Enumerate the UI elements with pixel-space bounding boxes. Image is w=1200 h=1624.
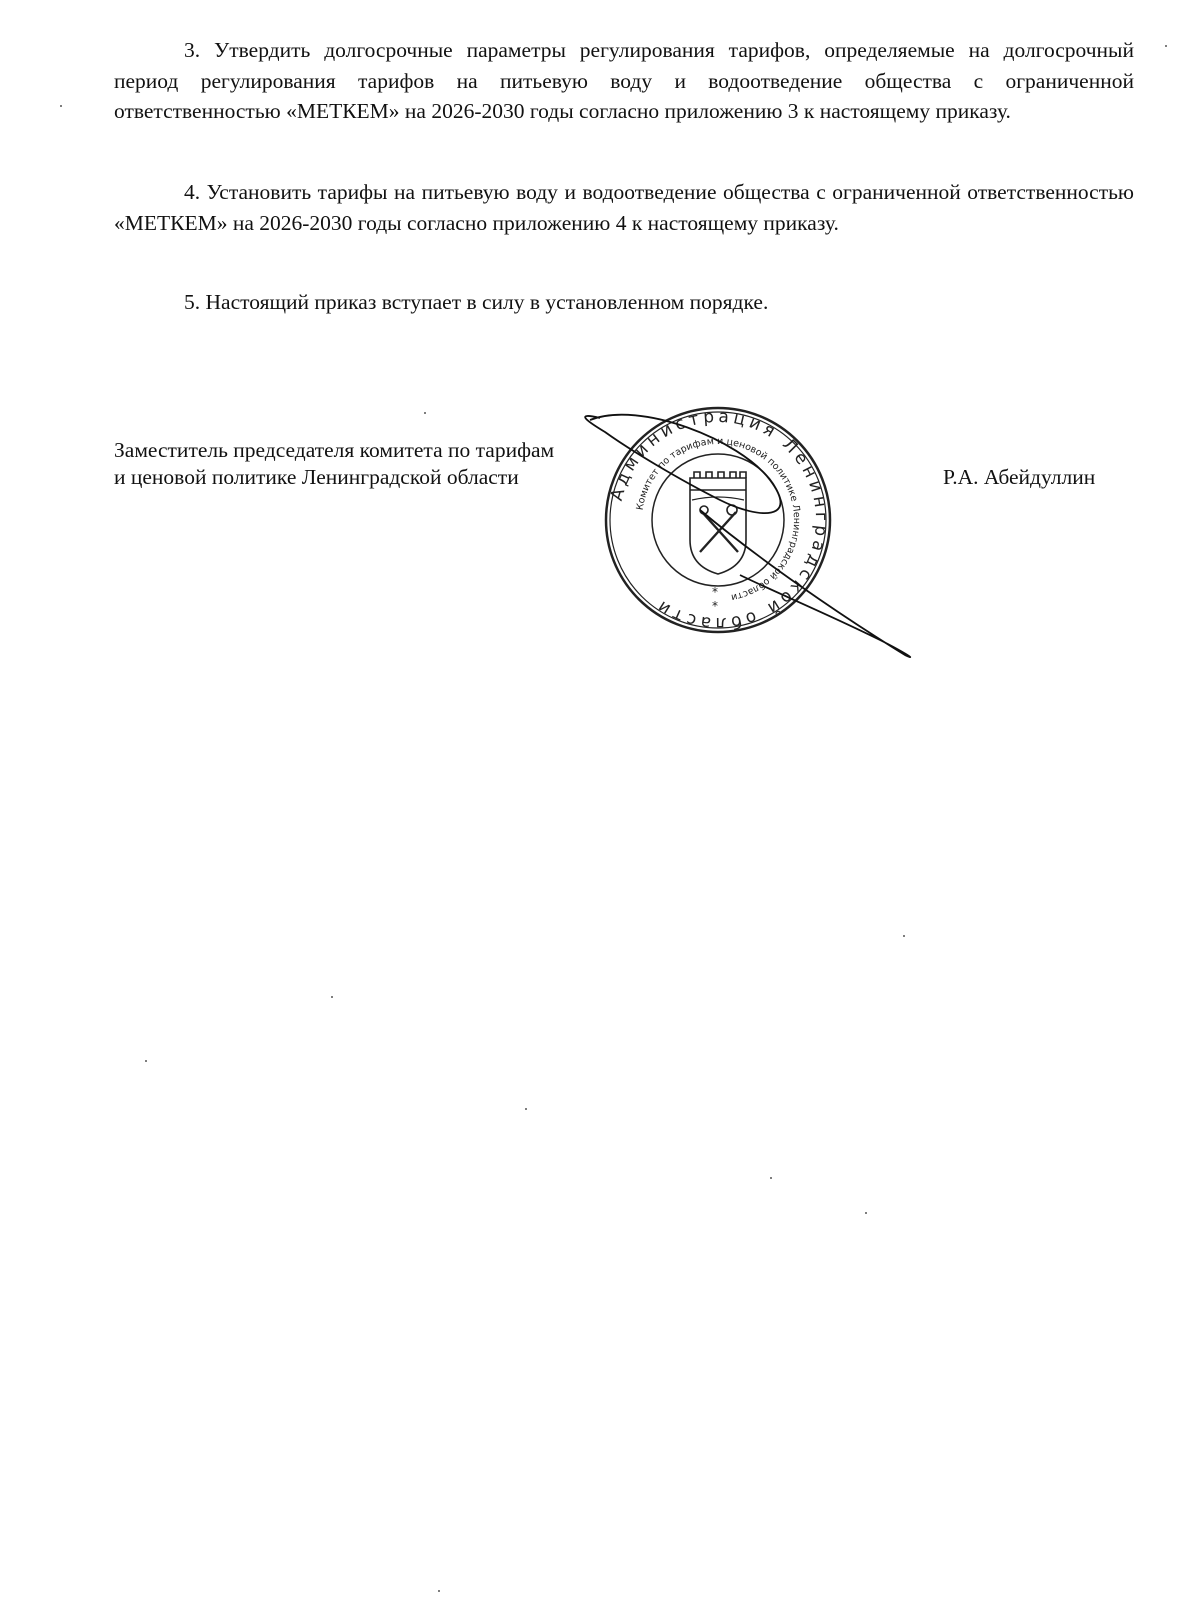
signature-position-line-1: Заместитель председателя комитета по тарифам	[114, 438, 555, 462]
scan-speck	[770, 1177, 772, 1179]
scan-speck	[903, 935, 905, 937]
signature-position-line-2: и ценовой политике Ленинградской области	[114, 465, 519, 489]
scan-speck	[865, 1212, 867, 1214]
handwritten-signature	[585, 415, 910, 657]
scan-speck	[438, 1590, 440, 1592]
scan-speck	[331, 996, 333, 998]
scan-speck	[1165, 45, 1167, 47]
stamp-outer-text: Администрация Ленинградской области	[606, 406, 832, 634]
scan-speck	[525, 1108, 527, 1110]
stamp-star-icon: *	[712, 599, 718, 613]
scan-speck	[424, 412, 426, 414]
stamp-star-icon: *	[712, 585, 718, 599]
stamp-outer-ring	[606, 408, 830, 632]
paragraph-4: 4. Установить тарифы на питьевую воду и водоотведение общества с ограниченной ответственностью «МЕТКЕМ» на 2026-2030 годы согласно приложению 4 к настоящему приказу.	[114, 180, 1134, 235]
stamp-inner-text: Комитет по тарифам и ценовой политике Ленинградской области	[634, 435, 803, 603]
stamp-outer-ring-inner	[610, 412, 826, 628]
stamp-inner-ring	[652, 454, 784, 586]
scan-speck	[145, 1060, 147, 1062]
signature-position	[114, 437, 554, 491]
paragraph-5: 5. Настоящий приказ вступает в силу в установленном порядке.	[184, 290, 769, 314]
paragraph-3: 3. Утвердить долгосрочные параметры регулирования тарифов, определяемые на долгосрочный период регулирования тарифов на питьевую воду и водоотведение общества с ограниченной ответственностью «МЕТКЕМ» на 2026-2030 годы согласно приложению 3 к настоящему приказу.	[114, 38, 1134, 123]
signer-name: Р.А. Абейдуллин	[943, 465, 1096, 489]
scan-speck	[60, 105, 62, 107]
coat-of-arms-icon	[690, 472, 746, 574]
